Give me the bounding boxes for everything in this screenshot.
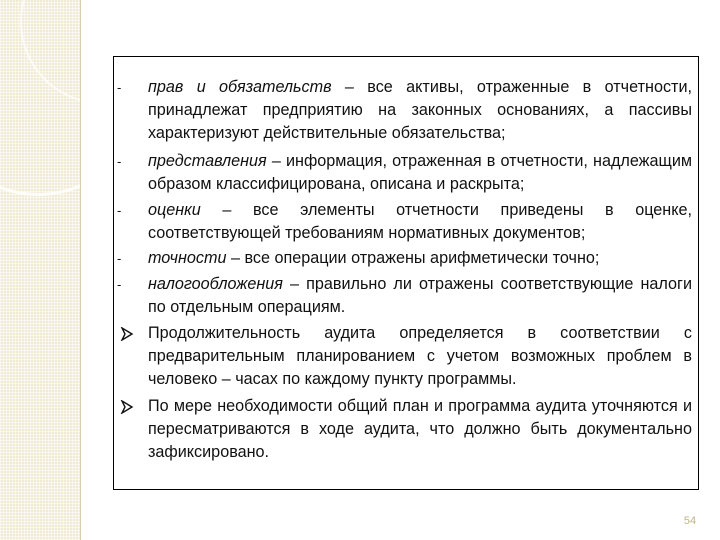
list-item <box>148 150 692 196</box>
list-item <box>148 76 692 145</box>
list-item: Продолжительность аудита определяется в соответствии с предварительным планированием с учетом возможных проблем в человеко – часах по каждому пункту программы. <box>148 324 692 388</box>
item-term: оценки <box>148 201 201 219</box>
item-term: прав и обязательств <box>148 78 332 96</box>
list-item <box>148 247 692 270</box>
item-text: – информация, отраженная в отчетности, надлежащим образом классифицирована, описана и раскрыта; <box>148 152 692 193</box>
item-text: – все операции отражены арифметически точно; <box>226 249 600 267</box>
item-term: налогообложения <box>148 275 283 293</box>
side-divider <box>80 0 81 540</box>
item-text: – все элементы отчетности приведены в оценке, соответствующей требованиям нормативных документов; <box>148 201 692 242</box>
page-number: 54 <box>683 515 697 527</box>
arrow-bullet-icon <box>120 400 134 414</box>
list-item <box>148 199 692 245</box>
dash-bullet: - <box>117 203 122 218</box>
list-item: По мере необходимости общий план и программа аудита уточняются и пересматриваются в ходе аудита, что должно быть документально зафиксировано. <box>148 397 692 461</box>
dash-bullet: - <box>117 80 122 95</box>
item-text: – все активы, отраженные в отчетности, принадлежат предприятию на законных основаниях, а пассивы характеризуют действительные обязательства; <box>148 78 692 142</box>
dash-bullet: - <box>117 154 122 169</box>
list-item <box>148 273 692 319</box>
arrow-bullet-icon <box>120 327 134 341</box>
item-term: представления <box>148 152 267 170</box>
dash-bullet: - <box>117 251 122 266</box>
item-term: точности <box>148 249 227 267</box>
item-text: – правильно ли отражены соответствующие налоги по отдельным операциям. <box>148 275 692 316</box>
dash-bullet: - <box>117 277 122 292</box>
